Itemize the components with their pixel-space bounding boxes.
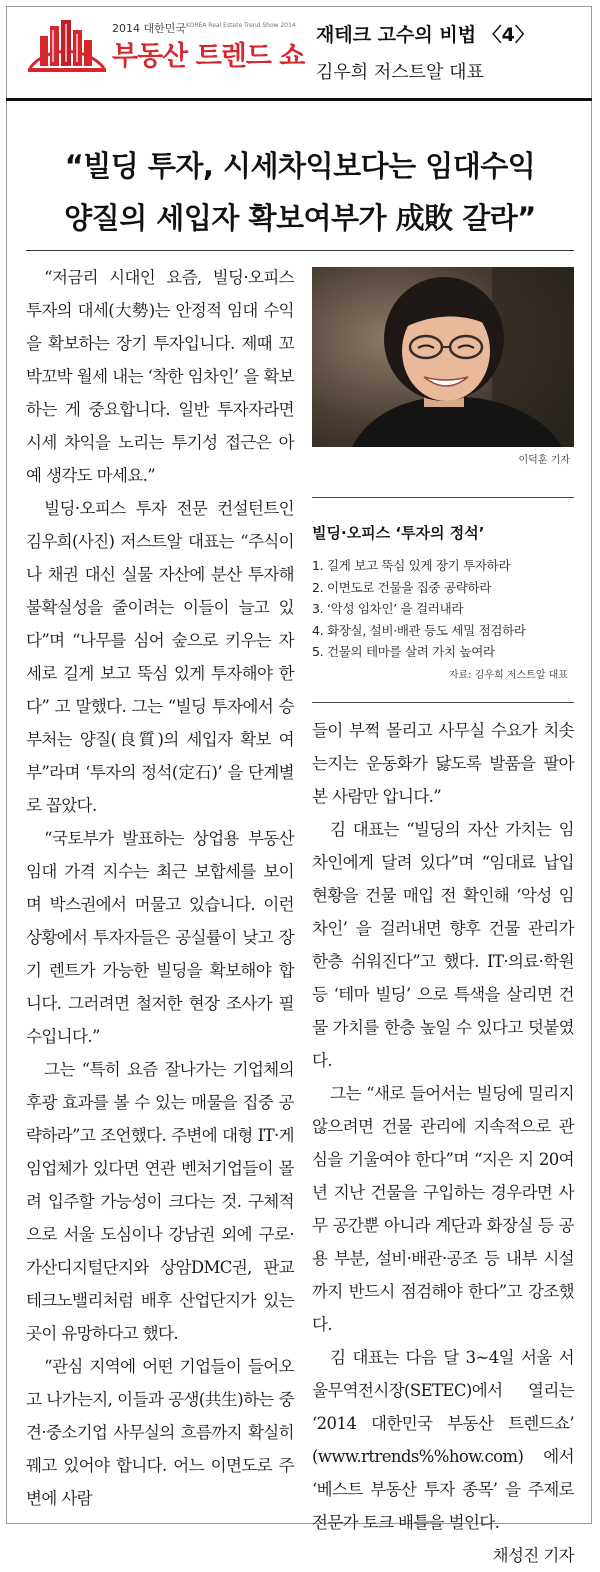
logo-english-label: KOREA Real Estate Trend Show 2014 [186, 22, 296, 29]
tips-list [312, 555, 574, 663]
logo-year-label: 2014 대한민국 [112, 22, 186, 35]
city-skyline-logo-icon [26, 16, 108, 76]
article-paragraph: 그는 “새로 들어서는 빌딩에 밀리지 않으려면 건물 관리에 지속적으로 관심을 기울여야 한다”며 “지은 지 20여년 지난 건물을 구입하는 경우라면 사무 공간뿐 아니라 계단과 화장실 등 공용 부분, 설비·배관·공조 등 내부 시설까지 반드시 점검해야 한다”고 강조했다. [312, 1084, 574, 1334]
article-paragraph: “저금리 시대인 요즘, 빌딩·오피스 투자의 대세(大勢)는 안정적 임대 수익을 확보하는 장기 투자입니다. 제때 꼬박꼬박 월세 내는 ‘착한 임차인’ 을 확보하는 게 중요합니다. 일반 투자자라면 시세 차익을 노리는 투기성 접근은 아예 생각도 마세요.” [26, 268, 294, 485]
headline-line-2: 양질의 세입자 확보여부가 成敗 갈라” [64, 201, 536, 235]
photo-rule [312, 497, 574, 498]
interviewee-name: 김우희 저스트알 대표 [316, 62, 484, 83]
portrait-photo [312, 267, 574, 447]
headline-rule [26, 250, 574, 251]
article-paragraph: 들이 부쩍 몰리고 사무실 수요가 치솟는지는 운동화가 닳도록 발품을 팔아본 사람만 압니다.” [312, 721, 574, 806]
trend-show-logo [26, 16, 305, 78]
article-paragraph: “국토부가 발표하는 상업용 부동산 임대 가격 지수는 최근 보합세를 보이며 박스권에서 머물고 있습니다. 이런 상황에서 투자자들은 공실률이 낮고 장기 렌트가 가능한 빌딩을 확보해야 합니다. 그러려면 철저한 현장 조사가 필수입니다.” [26, 829, 294, 1046]
tips-source: 자료: 김우희 저스트알 대표 [448, 670, 568, 681]
article-paragraph: “관심 지역에 어떤 기업들이 들어오고 나가는지, 이들과 공생(共生)하는 중견·중소기업 사무실의 흐름까지 확실히 꿰고 있어야 합니다. 어느 이면도로 주변에 사람 [26, 1357, 294, 1508]
reporter-byline: 채성진 기자 [492, 1546, 574, 1565]
article-column-left [26, 261, 294, 1515]
article-paragraph: 김 대표는 “빌딩의 자산 가치는 임차인에게 달려 있다”며 “임대료 납입 현황을 건물 매입 전 확인해 ‘악성 임차인’ 을 걸러내면 향후 건물 관리가 한층 쉬워진다”고 했다. IT·의료·학원 등 ‘테마 빌딩’ 으로 특색을 살리면 건물 가치를 한층 높일 수 있다고 덧붙였다. [312, 820, 574, 1070]
article-paragraph: 그는 “특히 요즘 잘나가는 기업체의 후광 효과를 볼 수 있는 매물을 집중 공략하라”고 조언했다. 주변에 대형 IT·게임업체가 있다면 연관 벤처기업들이 몰려 입주할 가능성이 크다는 것. 구체적으로 서울 도심이나 강남권 외에 구로·가산디지털단지와 상암DMC권, 판교테크노밸리처럼 배후 산업단지가 있는 곳이 유망하다고 했다. [26, 1060, 294, 1343]
article-paragraph: 김 대표는 다음 달 3~4일 서울 서울무역전시장(SETEC)에서 열리는 ‘2014 대한민국 부동산 트렌드쇼’ (www.rtrends%%how.com) 에서 ‘베스트 부동산 투자 종목’ 을 주제로 전문가 토크 배틀을 벌인다. [312, 1348, 574, 1532]
tips-list-item: 2. 이면도로 건물을 집중 공략하라 [312, 579, 492, 595]
photo-caption: 이덕훈 기자 [518, 455, 570, 466]
box-rule [312, 702, 574, 703]
tips-list-item: 5. 건물의 테마를 살려 가치 높여라 [312, 644, 495, 659]
top-rule [6, 98, 592, 101]
article-paragraph: 빌딩·오피스 투자 전문 컨설턴트인 김우희(사진) 저스트알 대표는 “주식이나 채권 대신 실물 자산에 분산 투자해 불확실성을 줄이려는 이들이 늘고 있다”며 “나무를 심어 숲으로 키우는 자세로 길게 보고 뚝심 있게 투자해야 한다” 고 말했다. 그는 “빌딩 투자에서 승부처는 양질(良質)의 세입자 확보 여부”라며 ‘투자의 정석(定石)’ 을 단계별로 꼽았다. [26, 499, 294, 815]
tips-box-title: 빌딩·오피스 ‘투자의 정석’ [312, 524, 485, 542]
tips-list-item: 4. 화장실, 설비·배관 등도 세밀 점검하라 [312, 622, 526, 638]
headline-line-1: “빌딩 투자, 시세차익보다는 임대수익 [64, 149, 536, 183]
series-title: 재테크 고수의 비법 〈4〉 [316, 24, 534, 46]
tips-list-item: 3. ‘악성 임차인’ 을 걸러내라 [312, 601, 464, 616]
article-column-right [312, 714, 574, 1572]
logo-title: 부동산 트렌드 쇼 [112, 41, 305, 72]
tips-list-item: 1. 길게 보고 뚝심 있게 장기 투자하라 [312, 558, 511, 573]
